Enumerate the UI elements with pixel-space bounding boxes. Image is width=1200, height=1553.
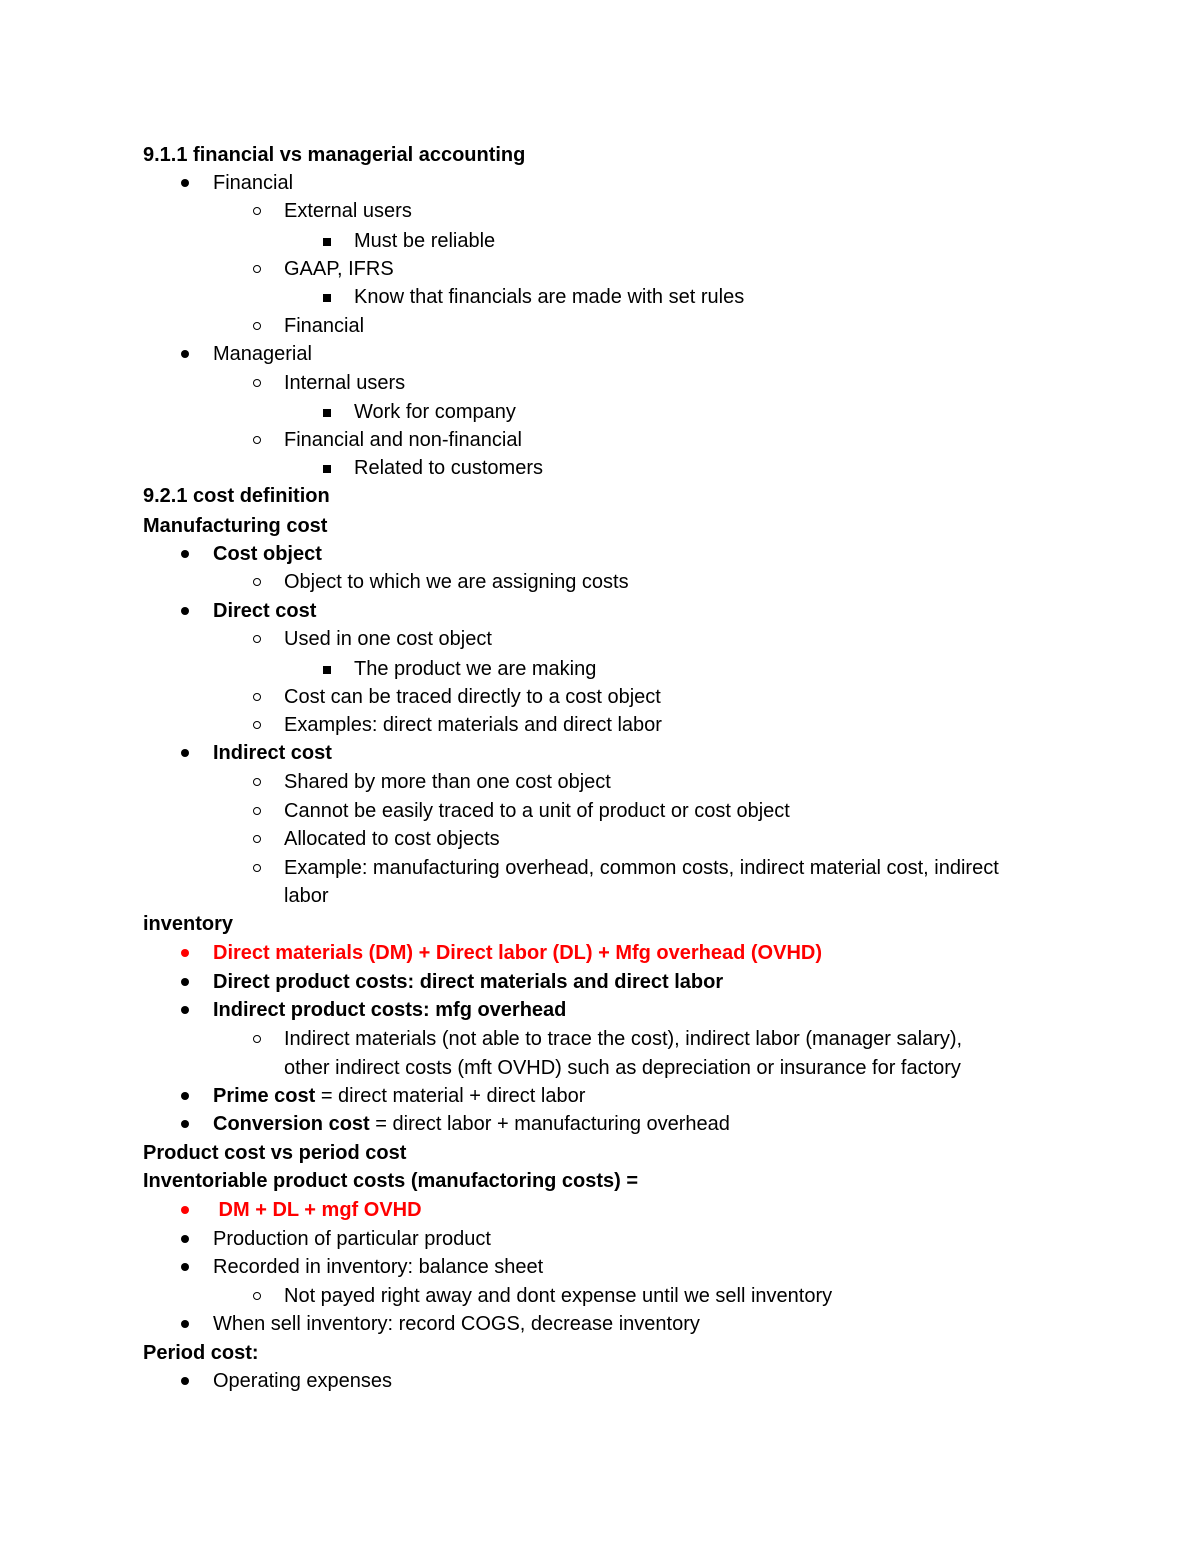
list-item: Cost can be traced directly to a cost object [284,683,661,711]
filled-circle-bullet-icon [181,978,189,986]
list-item: Indirect materials (not able to trace the cost), indirect labor (manager salary), [284,1025,962,1053]
list-item: External users [284,197,412,225]
filled-circle-bullet-icon [181,749,189,757]
list-item: Conversion cost = direct labor + manufacturing overhead [213,1110,730,1138]
hollow-circle-bullet-icon [253,379,261,387]
list-item: Know that financials are made with set rules [354,283,744,311]
filled-circle-bullet-icon [181,1235,189,1243]
hollow-circle-bullet-icon [253,635,261,643]
hollow-circle-bullet-icon [253,721,261,729]
section-heading: Manufacturing cost [143,515,328,537]
list-item: Indirect cost [213,739,332,767]
hollow-circle-bullet-icon [253,207,261,215]
list-item: Allocated to cost objects [284,825,500,853]
filled-circle-bullet-icon [181,179,189,187]
filled-circle-bullet-icon [181,350,189,358]
hollow-circle-bullet-icon [253,835,261,843]
list-item: Used in one cost object [284,625,492,653]
hollow-circle-bullet-icon [253,436,261,444]
list-item: Shared by more than one cost object [284,768,611,796]
list-item: When sell inventory: record COGS, decrease inventory [213,1310,700,1338]
section-heading: 9.1.1 financial vs managerial accounting [143,144,526,166]
filled-circle-bullet-icon [181,607,189,615]
filled-circle-bullet-icon [181,1320,189,1328]
list-item: Internal users [284,369,405,397]
square-bullet-icon [323,294,331,302]
list-item: Object to which we are assigning costs [284,568,629,596]
list-item: Work for company [354,398,516,426]
list-item: Cost object [213,540,322,568]
hollow-circle-bullet-icon [253,578,261,586]
list-item-continuation: labor [284,885,329,907]
list-item: Cannot be easily traced to a unit of product or cost object [284,797,790,825]
filled-circle-bullet-icon [181,1206,189,1214]
hollow-circle-bullet-icon [253,265,261,273]
list-item: Prime cost = direct material + direct labor [213,1082,585,1110]
list-item-continuation: other indirect costs (mft OVHD) such as depreciation or insurance for factory [284,1057,961,1079]
list-item: Must be reliable [354,227,495,255]
list-item: Indirect product costs: mfg overhead [213,996,566,1024]
list-item-highlighted: Direct materials (DM) + Direct labor (DL) + Mfg overhead (OVHD) [213,939,822,967]
filled-circle-bullet-icon [181,1006,189,1014]
square-bullet-icon [323,666,331,674]
square-bullet-icon [323,238,331,246]
section-heading: Period cost: [143,1342,259,1364]
section-heading: inventory [143,913,234,935]
list-item: Related to customers [354,454,543,482]
hollow-circle-bullet-icon [253,1292,261,1300]
list-item: Production of particular product [213,1225,491,1253]
hollow-circle-bullet-icon [253,322,261,330]
hollow-circle-bullet-icon [253,693,261,701]
section-heading: 9.2.1 cost definition [143,485,330,507]
square-bullet-icon [323,465,331,473]
filled-circle-bullet-icon [181,550,189,558]
list-item: Examples: direct materials and direct labor [284,711,662,739]
list-item: GAAP, IFRS [284,255,394,283]
list-item: Financial [213,169,293,197]
filled-circle-bullet-icon [181,949,189,957]
hollow-circle-bullet-icon [253,807,261,815]
list-item: Managerial [213,340,312,368]
list-item: The product we are making [354,655,596,683]
filled-circle-bullet-icon [181,1377,189,1385]
filled-circle-bullet-icon [181,1092,189,1100]
list-item: Direct product costs: direct materials and direct labor [213,968,723,996]
hollow-circle-bullet-icon [253,864,261,872]
square-bullet-icon [323,409,331,417]
list-item: Operating expenses [213,1367,392,1395]
list-item: Financial [284,312,364,340]
list-item-highlighted: DM + DL + mgf OVHD [213,1196,422,1224]
list-item: Financial and non-financial [284,426,522,454]
list-item: Direct cost [213,597,316,625]
hollow-circle-bullet-icon [253,778,261,786]
hollow-circle-bullet-icon [253,1035,261,1043]
section-heading: Product cost vs period cost [143,1142,407,1164]
section-heading: Inventoriable product costs (manufactoring costs) = [143,1170,639,1192]
list-item: Recorded in inventory: balance sheet [213,1253,543,1281]
filled-circle-bullet-icon [181,1120,189,1128]
filled-circle-bullet-icon [181,1263,189,1271]
list-item: Not payed right away and dont expense until we sell inventory [284,1282,832,1310]
list-item: Example: manufacturing overhead, common costs, indirect material cost, indirect [284,854,999,882]
